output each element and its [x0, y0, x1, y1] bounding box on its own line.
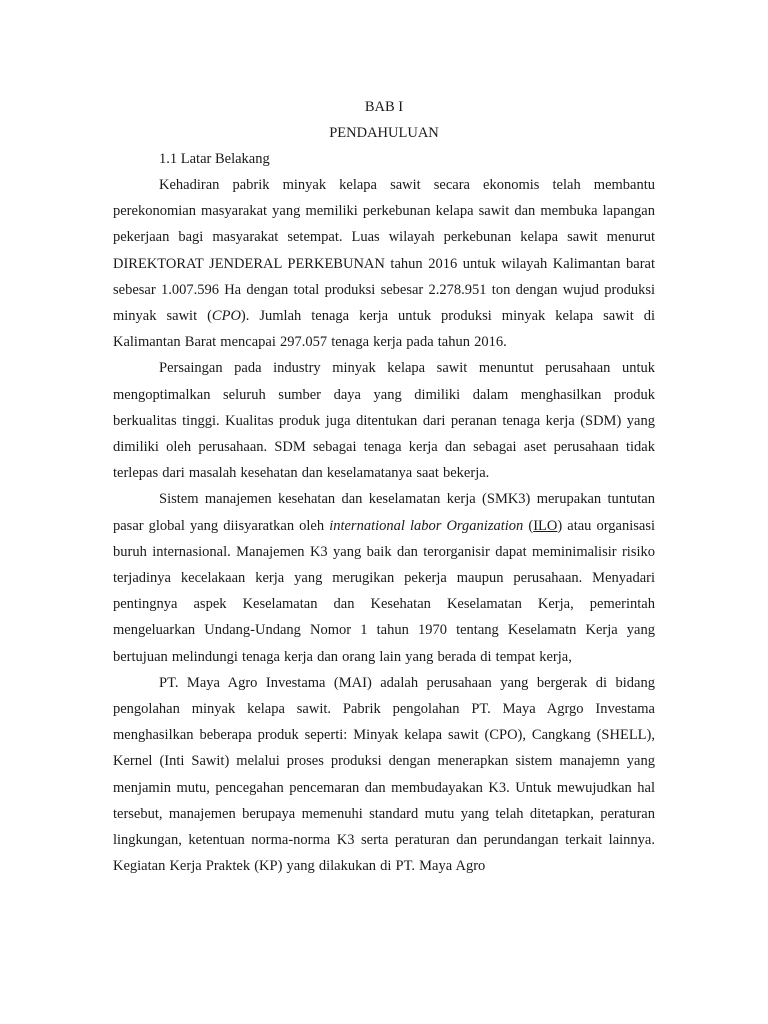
- paragraph-1: [113, 172, 655, 355]
- chapter-title: PENDAHULUAN: [329, 125, 439, 141]
- paragraph-3-text-c: ) atau organisasi buruh internasional. Manajemen K3 yang baik dan terorganisir dapat meminimalisir risiko terjadinya kecelakaan kerja yang merugikan pekerja maupun perusahaan. Menyadari pentingnya aspek Keselamatan dan Kesehatan Keselamatan Kerja, pemerintah mengeluarkan Undang-Undang Nomor 1 tahun 1970 tentang Keselamatn Kerja yang bertujuan melindungi tenaga kerja dan orang lain yang berada di tempat kerja,: [113, 517, 656, 665]
- paragraph-4: PT. Maya Agro Investama (MAI) adalah perusahaan yang bergerak di bidang pengolahan minyak kelapa sawit. Pabrik pengolahan PT. Maya Agrgo Investama menghasilkan beberapa produk seperti: Minyak kelapa sawit (CPO), Cangkang (SHELL), Kernel (Inti Sawit) melalui proses produksi dengan menerapkan sistem manajemn yang menjamin mutu, pencegahan pencemaran dan membudayakan K3. Untuk mewujudkan hal tersebut, manajemen berupaya memenuhi standard mutu yang telah ditetapkan, peraturan lingkungan, ketentuan norma-norma K3 serta peraturan dan perundangan terkait lainnya. Kegiatan Kerja Praktek (KP) yang dilakukan di PT. Maya Agro: [113, 674, 655, 875]
- paragraph-3-text-b: (: [523, 517, 534, 534]
- document-page: [113, 94, 655, 879]
- section-heading: 1.1 Latar Belakang: [159, 151, 270, 167]
- paragraph-1-text-a: Kehadiran pabrik minyak kelapa sawit secara ekonomis telah membantu perekonomian masyarakat yang memiliki perkebunan kelapa sawit dan membuka lapangan pekerjaan bagi masyarakat setempat. Luas wilayah perkebunan kelapa sawit menurut DIREKTORAT JENDERAL PERKEBUNAN tahun 2016 untuk wilayah Kalimantan barat sebesar 1.007.596 Ha dengan total produksi sebesar 2.278.951 ton dengan wujud produksi minyak sawit (: [113, 177, 655, 325]
- chapter-number: BAB I: [364, 99, 404, 115]
- paragraph-3: [113, 486, 655, 669]
- paragraph-2: Persaingan pada industry minyak kelapa sawit menuntut perusahaan untuk mengoptimalkan seluruh sumber daya yang dimiliki dalam menghasilkan produk berkualitas tinggi. Kualitas produk juga ditentukan dari peranan tenaga kerja (SDM) yang dimiliki oleh perusahaan. SDM sebagai tenaga kerja dan sebagai aset perusahaan tidak terlepas dari masalah kesehatan dan keselamatanya saat bekerja.: [113, 360, 655, 482]
- paragraph-1-text-b: ). Jumlah tenaga kerja untuk produksi minyak kelapa sawit di Kalimantan Barat mencapai 297.057 tenaga kerja pada tahun 2016.: [113, 308, 655, 351]
- ilo-abbreviation: ILO: [533, 517, 558, 534]
- paragraph-1-italic: CPO: [211, 308, 241, 325]
- paragraph-3-text-a: Sistem manajemen kesehatan dan keselamatan kerja (SMK3) merupakan tuntutan pasar global yang diisyaratkan oleh: [113, 491, 655, 534]
- paragraph-3-italic: international labor Organization: [329, 517, 524, 534]
